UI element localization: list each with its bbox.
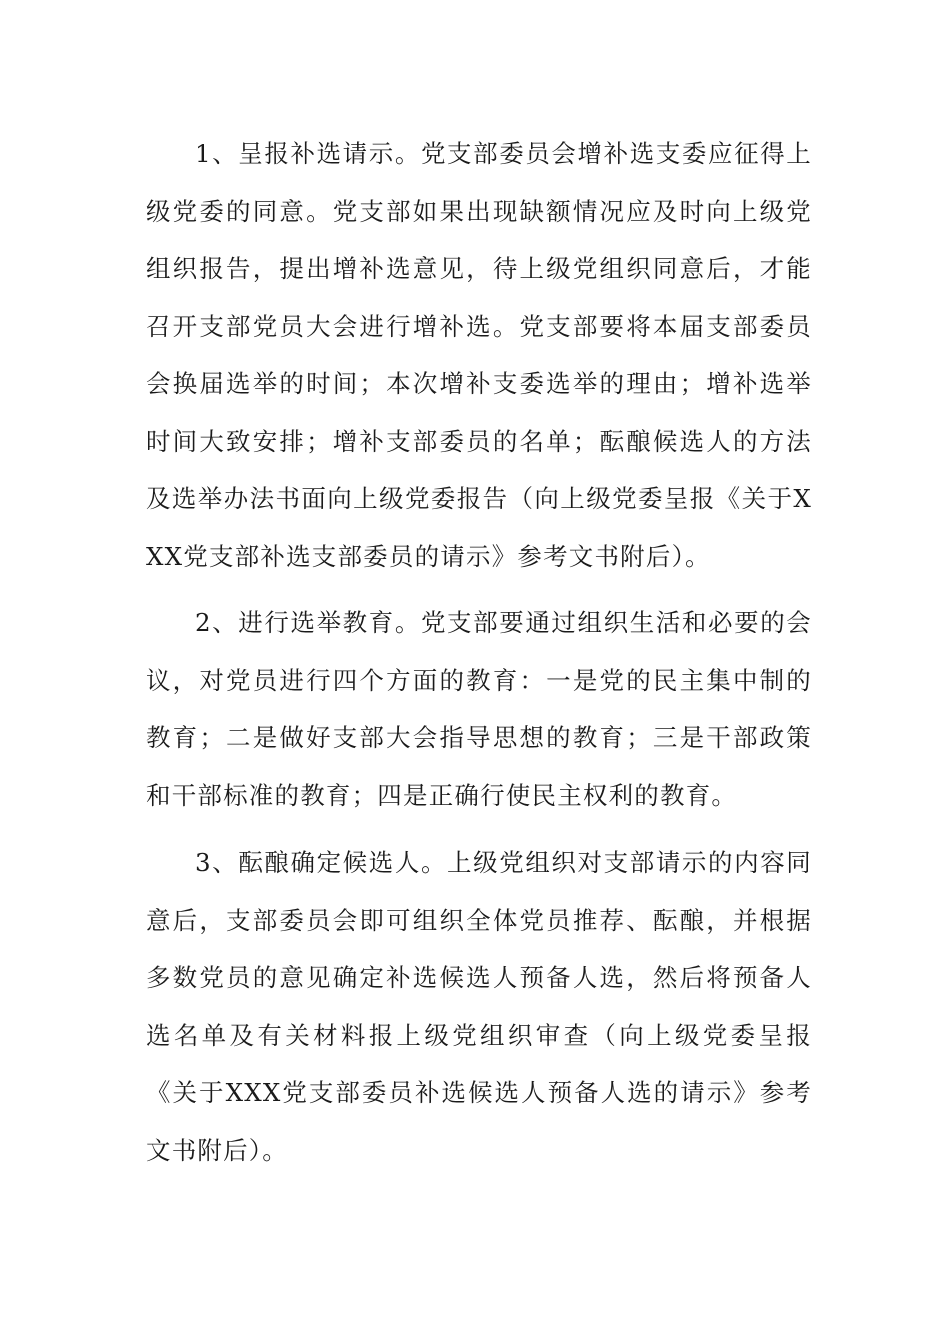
paragraph-1-submit-request: 1、呈报补选请示。党支部委员会增补选支委应征得上级党委的同意。党支部如果出现缺额情况应及时向上级党组织报告，提出增补选意见，待上级党组织同意后，才能召开支部党员大会进行增补选。党支部要将本届支部委员会换届选举的时间；本次增补支委选举的理由；增补选举时间大致安排；增补支部委员的名单；酝酿候选人的方法及选举办法书面向上级党委报告（向上级党委呈报《关于XXX党支部补选支部委员的请示》参考文书附后）。 (146, 139, 812, 571)
paragraph-2-election-education: 2、进行选举教育。党支部要通过组织生活和必要的会议，对党员进行四个方面的教育：一是党的民主集中制的教育；二是做好支部大会指导思想的教育；三是干部政策和干部标准的教育；四是正确行使民主权利的教育。 (146, 608, 812, 810)
paragraph-3-determine-candidates: 3、酝酿确定候选人。上级党组织对支部请示的内容同意后，支部委员会即可组织全体党员推荐、酝酿，并根据多数党员的意见确定补选候选人预备人选，然后将预备人选名单及有关材料报上级党组织审查（向上级党委呈报《关于XXX党支部委员补选候选人预备人选的请示》参考文书附后）。 (146, 848, 812, 1165)
